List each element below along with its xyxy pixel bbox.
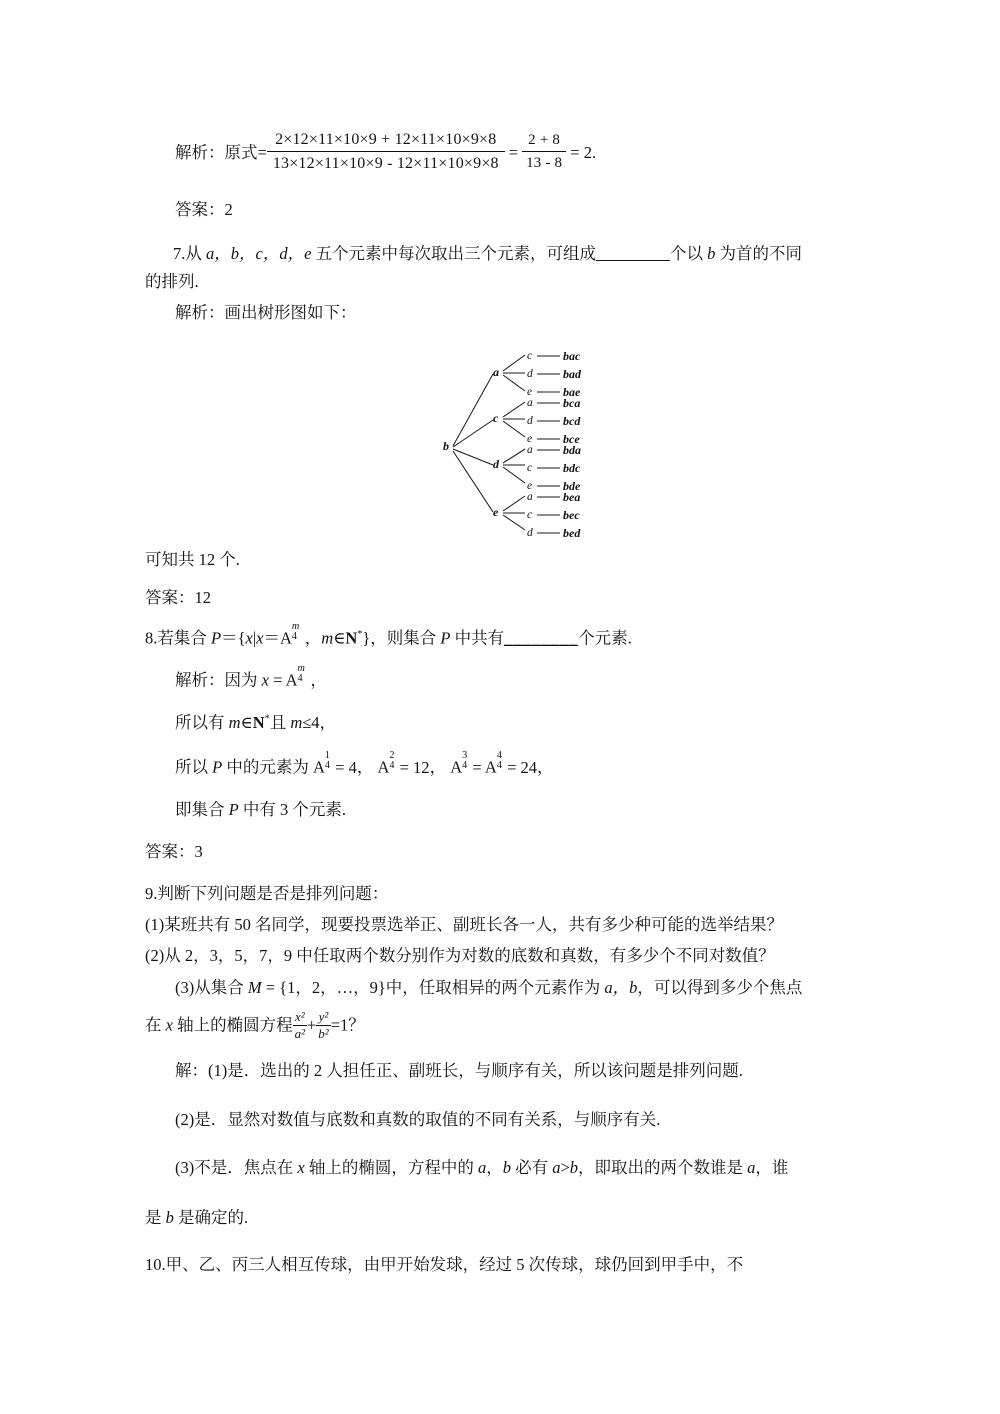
- problem9-stem: [145, 884, 388, 905]
- sol-line2-in: ∈: [240, 713, 253, 732]
- problem7-text-3: 个以: [670, 244, 708, 263]
- sol-line3-val-4: = 24: [507, 757, 537, 777]
- problem7-answer-value: 12: [194, 588, 211, 607]
- problem7-text-2: 五个元素中每次取出三个元素，可组成: [311, 244, 597, 263]
- tree-leaf-letter: d: [527, 368, 533, 380]
- tree-edge-root-a: [453, 374, 493, 446]
- item3-x: x: [165, 1015, 173, 1035]
- item2-label: (2): [145, 946, 165, 965]
- tree-edge-a-3: [503, 375, 525, 391]
- problem7-conclusion: 可知共 12 个.: [145, 550, 240, 569]
- sol3-mid2: 必有: [510, 1158, 553, 1177]
- notation-subscript: 4: [291, 631, 298, 643]
- item2-text: 从 2，3，5，7，9 中任取两个数分别作为对数的底数和真数，有多少个不同对数值？: [164, 946, 775, 965]
- ellipse-frac1-num: x²: [293, 1009, 307, 1026]
- sol3-mid1: 轴上的椭圆，方程中的: [304, 1158, 478, 1177]
- sol3-b3: b: [165, 1208, 174, 1227]
- problem9-item-1: [145, 915, 783, 936]
- sol-line3-val-2: = 12: [399, 757, 430, 777]
- ellipse-frac1-den: a²: [294, 1025, 305, 1041]
- tree-edge-e-1: [503, 496, 525, 511]
- problem8-P2: P: [440, 628, 451, 648]
- sol-line1-eq: = A: [268, 670, 298, 690]
- notation-superscript: m: [291, 620, 300, 632]
- problem10-stem: [145, 1255, 743, 1276]
- tree-leaf-letter: c: [527, 462, 533, 474]
- arrangement-notation: [324, 749, 333, 773]
- problem6-equals-2: =: [508, 142, 519, 162]
- problem8-text-1: 若集合: [157, 628, 211, 648]
- tree-leaf-letter: d: [527, 527, 533, 539]
- notation-subscript: 4: [462, 760, 468, 772]
- problem8-answer-label: 答案：: [145, 842, 195, 861]
- problem9-stem-text: 判断下列问题是否是排列问题：: [157, 884, 389, 903]
- arrangement-notation: [496, 749, 505, 773]
- sol-line2-le: ≤4，: [302, 713, 337, 732]
- problem8-close: }，则集合: [362, 628, 441, 648]
- sol3-line2-end: 是确定的.: [173, 1208, 249, 1227]
- arrangement-notation: [297, 662, 311, 686]
- problem8-stem: [145, 620, 632, 649]
- sol3-mid4: ，谁: [755, 1158, 789, 1177]
- problem8-blank[interactable]: ________: [504, 628, 579, 648]
- problem6-answer-line: [175, 200, 233, 221]
- problem6-answer-value: 2: [224, 200, 233, 219]
- tree-word: bec: [563, 508, 580, 522]
- arrangement-notation: [389, 749, 397, 773]
- sol3-mid3: ，即取出的两个数谁是: [578, 1158, 748, 1177]
- tree-node-d: d: [493, 457, 499, 471]
- problem8-eq2: ＝A: [263, 628, 292, 648]
- tree-word: bde: [563, 479, 581, 493]
- sol1-label: (1): [208, 1061, 228, 1080]
- problem8-x1: x: [245, 628, 253, 648]
- tree-word: bcd: [563, 414, 581, 428]
- tree-node-c: c: [493, 411, 499, 425]
- tree-edge-c-3: [503, 421, 525, 437]
- arrangement-notation: [462, 749, 470, 773]
- problem9-item-3-line1: [145, 978, 802, 999]
- item3-label: (3): [175, 978, 195, 997]
- notation-superscript: 1: [324, 749, 330, 761]
- notation-subscript: 4: [389, 760, 395, 772]
- sol-line2-prefix: 所以有: [175, 713, 229, 732]
- sol-line3-mid: 中的元素为: [222, 757, 313, 777]
- problem7-stem: [145, 238, 865, 269]
- tree-edge-d-3: [503, 467, 525, 483]
- notation-superscript: m: [297, 662, 305, 674]
- tree-leaf-letter: a: [527, 444, 533, 456]
- problem6-solution-label: 解析：原式: [175, 142, 258, 162]
- problem7-solution-label: 解析：画出树形图如下：: [175, 303, 357, 322]
- sol-line4-prefix: 即集合: [175, 800, 229, 819]
- problem7-text-4: 为首的不同: [715, 244, 803, 263]
- sol-line2-star: *: [264, 713, 270, 725]
- ellipse-fraction-1: [293, 1009, 307, 1043]
- sol3-pre: 不是．焦点在: [194, 1158, 298, 1177]
- tree-edge-a-1: [503, 355, 525, 371]
- sol1-text: 是．选出的 2 人担任正、副班长，与顺序有关，所以该问题是排列问题.: [227, 1061, 743, 1080]
- tree-word: bac: [563, 349, 581, 363]
- problem6-fraction-1: [267, 130, 505, 174]
- tree-edge-e-3: [503, 515, 525, 530]
- sol3-a: a: [477, 1158, 487, 1177]
- sol-line3-end: ，: [537, 757, 554, 777]
- tree-edge-root-c: [453, 420, 493, 447]
- tree-word: bca: [563, 396, 581, 410]
- problem10-number: 10.: [145, 1255, 166, 1274]
- ellipse-fraction-2: [316, 1009, 330, 1043]
- problem8-solution-line2: [175, 713, 336, 734]
- tree-word: bdc: [563, 461, 581, 475]
- sol-line1-prefix: 解析：因为: [175, 670, 262, 690]
- sol2-label: (2): [175, 1110, 195, 1129]
- tree-word: bce: [563, 432, 580, 446]
- permutation-tree-diagram: [425, 332, 625, 544]
- problem8-bar: |: [252, 628, 257, 648]
- problem8-text-2: 中共有: [450, 628, 505, 648]
- item3-pre: 从集合: [194, 978, 248, 997]
- sol-line2-N: N: [252, 713, 265, 732]
- fraction1-numerator: 2×12×11×10×9 + 12×11×10×9×8: [267, 130, 505, 152]
- tree-word: bae: [563, 385, 581, 399]
- problem8-solution-line4: [175, 800, 346, 821]
- tree-word: bad: [563, 367, 581, 381]
- sol-line3-prefix: 所以: [175, 757, 213, 777]
- sol3-b2: b: [569, 1158, 579, 1177]
- sol-line3-P: P: [212, 757, 223, 777]
- notation-subscript: 4: [324, 760, 330, 772]
- problem10-text: 甲、乙、丙三人相互传球，由甲开始发球，经过 5 次传球，球仍回到甲手中，不: [165, 1255, 744, 1274]
- item3-line1-end: ，可以得到多少个焦点: [637, 978, 803, 997]
- problem6-answer-label: 答案：: [175, 200, 225, 219]
- problem6-result: = 2.: [570, 142, 597, 162]
- tree-leaf-letter: e: [527, 480, 533, 492]
- problem6-solution-line: [175, 132, 596, 176]
- arrangement-notation: [291, 620, 305, 644]
- solution-label: 解：: [175, 1061, 208, 1080]
- notation-subscript: 4: [496, 760, 502, 772]
- problem8-text-3: 个元素.: [578, 628, 632, 648]
- tree-edge-d-1: [503, 449, 525, 463]
- sol3-line2-pre: 是: [145, 1208, 166, 1227]
- item1-text: 某班共有 50 名同学，现要投票选举正、副班长各一人，共有多少种可能的选举结果？: [164, 915, 783, 934]
- sol3-label: (3): [175, 1158, 195, 1177]
- problem8-answer-value: 3: [194, 842, 203, 861]
- tree-word: bed: [563, 526, 581, 540]
- problem9-item-3-line2: [145, 1010, 365, 1044]
- sol3-gt: >: [560, 1158, 570, 1177]
- notation-subscript: 4: [297, 673, 303, 685]
- problem9-solution-2: [175, 1110, 660, 1131]
- ellipse-frac2-den: b²: [318, 1025, 329, 1041]
- problem9-number: 9.: [145, 884, 158, 903]
- sol-line2-m: m: [228, 713, 241, 732]
- problem8-answer-line: [145, 842, 203, 863]
- item3-set: = {1，2，…，9}中，任取相异的两个元素作为: [261, 978, 605, 997]
- tree-root-label: b: [443, 439, 449, 453]
- problem7-blank[interactable]: ________: [596, 244, 671, 263]
- tree-leaf-letter: e: [527, 386, 533, 398]
- sol-line1-end: ，: [310, 670, 327, 690]
- problem8-set-P: P: [211, 628, 222, 648]
- fraction1-denominator: 13×12×11×10×9 - 12×11×10×9×8: [272, 154, 499, 172]
- problem6-fraction-2: [522, 131, 566, 173]
- problem8-solution-line3: 所以 P 中的元素为 A 1 4 = 4， A 2 4 = 12， A 3 4 = A 4 4 = 24，: [175, 749, 554, 777]
- problem7-variables: a，b，c，d，e: [206, 244, 312, 263]
- tree-edge-root-d: [453, 449, 493, 465]
- sol3-comma1: ，: [486, 1158, 503, 1177]
- ellipse-plus: +: [306, 1015, 317, 1035]
- sol-line1-x: x: [261, 670, 269, 690]
- item3-line2-pre: 在: [145, 1015, 166, 1035]
- problem8-eq: ＝{: [221, 628, 246, 648]
- problem7-var-b: b: [707, 244, 716, 263]
- tree-leaf-letter: a: [527, 397, 533, 409]
- tree-leaf-letter: e: [527, 433, 533, 445]
- notation-superscript: 3: [462, 749, 468, 761]
- problem6-equals-1: =: [257, 142, 267, 162]
- tree-edge-root-e: [453, 451, 493, 512]
- sol-line3-val-1: = 4: [335, 757, 357, 777]
- ellipse-frac2-num: y²: [316, 1009, 330, 1026]
- fraction2-numerator: 2 + 8: [522, 131, 566, 152]
- sol3-x: x: [297, 1158, 305, 1177]
- tree-leaf-letter: d: [527, 415, 533, 427]
- problem8-in: ∈: [333, 628, 346, 648]
- problem7-answer-label: 答案：: [145, 588, 195, 607]
- ellipse-eq: =1？: [330, 1015, 365, 1035]
- sol-line4-end: 中有 3 个元素.: [238, 800, 346, 819]
- tree-leaf-letter: a: [527, 491, 533, 503]
- problem9-solution-1: [175, 1061, 743, 1082]
- tree-edge-c-1: [503, 402, 525, 417]
- problem8-comma: ，: [304, 628, 322, 648]
- problem7-number: 7.: [173, 244, 186, 263]
- notation-superscript: 4: [496, 749, 502, 761]
- problem8-solution-line1: [175, 662, 327, 691]
- problem7-text-1: 从: [185, 244, 206, 263]
- problem7-answer-line: [145, 588, 211, 609]
- item1-label: (1): [145, 915, 165, 934]
- fraction2-denominator: 13 - 8: [526, 154, 563, 171]
- tree-node-a: a: [493, 365, 499, 379]
- sol3-a3: a: [747, 1158, 756, 1177]
- item3-line2-mid: 轴上的椭圆方程: [172, 1015, 293, 1035]
- sol-line3-val-3: =: [472, 757, 482, 777]
- sol-line2-m2: m: [290, 713, 303, 732]
- problem8-star: *: [357, 629, 363, 640]
- tree-leaf-letter: c: [527, 350, 533, 362]
- sol2-text: 是．显然对数值与底数和真数的取值的不同有关系，与顺序有关.: [194, 1110, 661, 1129]
- problem8-x2: x: [256, 628, 264, 648]
- tree-leaf-letter: c: [527, 509, 533, 521]
- item3-ab: a，b: [604, 978, 638, 997]
- sol-line2-and: 且: [269, 713, 291, 732]
- sol-line4-P: P: [228, 800, 239, 819]
- sol3-b: b: [502, 1158, 511, 1177]
- problem9-item-2: [145, 946, 775, 967]
- sol3-a2: a: [552, 1158, 561, 1177]
- tree-node-e: e: [493, 505, 499, 519]
- problem7-stem-line2: 的排列.: [145, 272, 199, 291]
- problem8-m: m: [321, 628, 334, 648]
- tree-word: bda: [563, 443, 581, 457]
- problem9-solution-3-line1: [145, 1158, 788, 1179]
- problem8-number: 8.: [145, 628, 158, 648]
- problem8-N: N: [345, 628, 358, 648]
- problem9-solution-3-line2: [145, 1208, 248, 1229]
- tree-word: bea: [563, 490, 581, 504]
- item3-M: M: [247, 978, 262, 997]
- notation-superscript: 2: [389, 749, 395, 761]
